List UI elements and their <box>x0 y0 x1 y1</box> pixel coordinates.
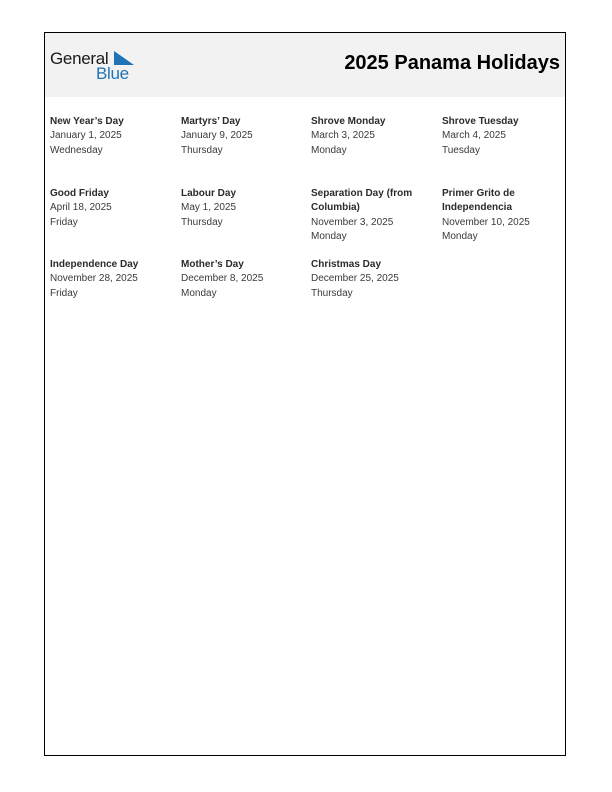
holiday-item <box>181 258 306 301</box>
holiday-item <box>311 115 436 158</box>
holiday-item <box>50 187 175 230</box>
holiday-date: April 18, 2025 <box>50 202 112 214</box>
holiday-name: Separation Day (from Columbia) <box>311 188 413 214</box>
holiday-name: Martyrs’ Day <box>181 116 241 127</box>
holiday-date: May 1, 2025 <box>181 202 237 214</box>
holiday-weekday: Wednesday <box>50 144 103 156</box>
holiday-date: January 9, 2025 <box>181 130 253 142</box>
holiday-item <box>181 115 306 158</box>
holiday-item <box>181 187 306 230</box>
holiday-date: March 3, 2025 <box>311 130 375 142</box>
holiday-name: Christmas Day <box>311 259 382 270</box>
holiday-name: Mother’s Day <box>181 259 244 270</box>
holiday-name: Good Friday <box>50 188 109 199</box>
holiday-date: November 10, 2025 <box>442 216 530 228</box>
holiday-item <box>311 258 436 301</box>
holiday-name: Independence Day <box>50 259 139 270</box>
holiday-name: Shrove Tuesday <box>442 116 519 127</box>
page-frame <box>44 32 566 756</box>
holiday-weekday: Monday <box>181 287 217 299</box>
holiday-weekday: Thursday <box>181 216 223 228</box>
holiday-weekday: Monday <box>311 230 347 242</box>
holiday-item <box>442 115 567 158</box>
holiday-item <box>442 187 552 244</box>
holiday-item <box>50 258 175 301</box>
holiday-date: December 8, 2025 <box>181 273 264 285</box>
holiday-weekday: Thursday <box>311 287 353 299</box>
holiday-name: Shrove Monday <box>311 116 386 127</box>
holiday-name: Labour Day <box>181 188 237 199</box>
holiday-weekday: Monday <box>311 144 347 156</box>
holiday-date: March 4, 2025 <box>442 130 506 142</box>
logo-word-general: General <box>50 49 109 68</box>
page-title: 2025 Panama Holidays <box>344 52 560 74</box>
header <box>45 33 565 97</box>
holiday-name: Primer Grito de Independencia <box>442 188 515 214</box>
logo-word-blue: Blue <box>96 64 129 83</box>
holiday-item <box>311 187 426 244</box>
holiday-weekday: Tuesday <box>442 144 480 156</box>
generalblue-logo <box>50 47 140 83</box>
holiday-date: November 3, 2025 <box>311 216 394 228</box>
logo-flag-icon <box>114 51 134 65</box>
holiday-name: New Year’s Day <box>50 116 124 127</box>
holiday-date: December 25, 2025 <box>311 273 399 285</box>
holiday-date: January 1, 2025 <box>50 130 122 142</box>
holiday-date: November 28, 2025 <box>50 273 138 285</box>
holiday-weekday: Thursday <box>181 144 223 156</box>
holiday-weekday: Monday <box>442 230 478 242</box>
holiday-item <box>50 115 175 158</box>
holiday-weekday: Friday <box>50 216 78 228</box>
holiday-weekday: Friday <box>50 287 78 299</box>
